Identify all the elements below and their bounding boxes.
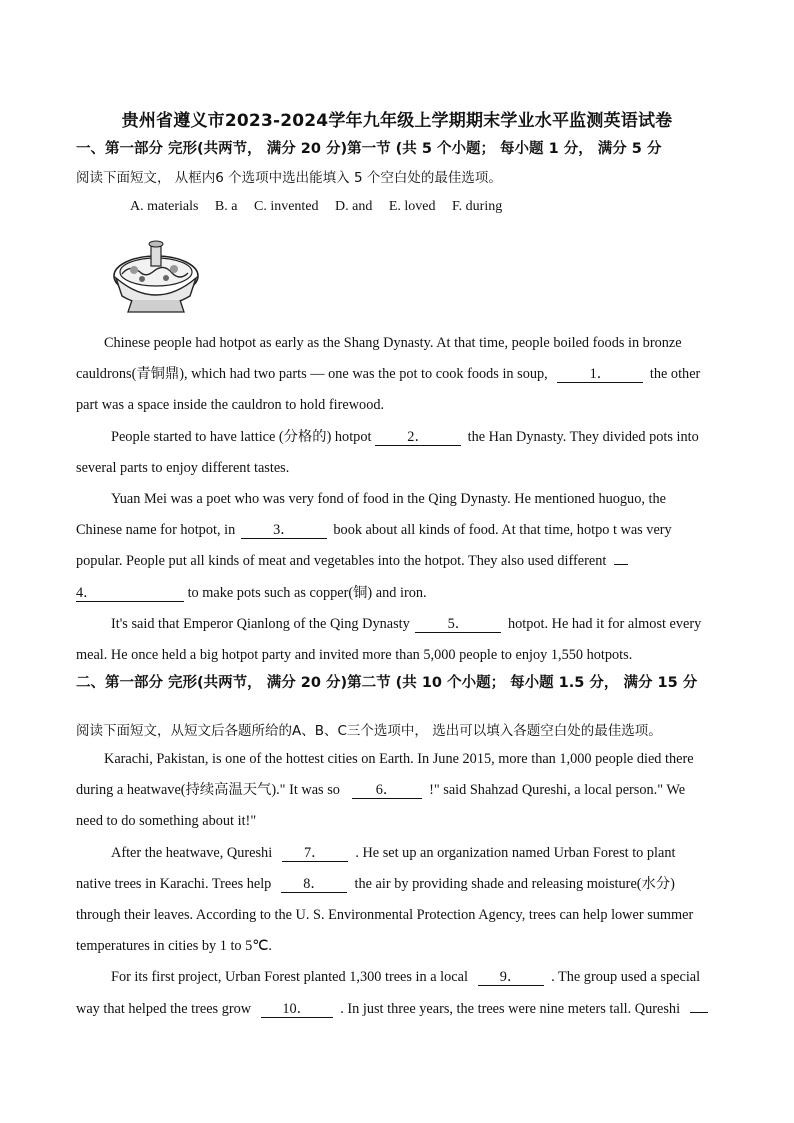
blank-4-start bbox=[614, 564, 628, 565]
passage2-line: way that helped the trees grow 10． . In just three years, the trees were nine meters tall. Qureshi bbox=[76, 1000, 721, 1018]
blank-10[interactable]: 10． bbox=[261, 1002, 333, 1018]
hotpot-illustration-icon bbox=[108, 236, 204, 318]
section2-instruction: 阅读下面短文，从短文后各题所给的A、B、C三个选项中， 选出可以填入各题空白处的最佳选项。 bbox=[76, 723, 662, 739]
blank-1[interactable]: 1． bbox=[557, 367, 643, 383]
passage1-line: several parts to enjoy different tastes. bbox=[76, 460, 290, 476]
passage1-line: Chinese people had hotpot as early as the Shang Dynasty. At that time, people boiled foods in bronze bbox=[104, 335, 682, 351]
passage2-line: After the heatwave, Qureshi 7． . He set up an organization named Urban Forest to plant bbox=[111, 845, 676, 861]
passage2-line: Karachi, Pakistan, is one of the hottest cities on Earth. In June 2015, more than 1,000 people died there bbox=[104, 751, 694, 767]
passage1-line: Chinese name for hotpot, in 3． book about all kinds of food. At that time, hotpo t was very bbox=[76, 522, 672, 538]
passage2-line: temperatures in cities by 1 to 5℃. bbox=[76, 938, 272, 954]
passage1-line: meal. He once held a big hotpot party and invited more than 5,000 people to enjoy 1,550 hotpots. bbox=[76, 647, 633, 663]
section1-instruction: 阅读下面短文， 从框内6 个选项中选出能填入 5 个空白处的最佳选项。 bbox=[76, 170, 502, 186]
blank-4[interactable]: 4． bbox=[76, 586, 184, 602]
option-a: A. materials bbox=[130, 199, 199, 214]
blank-continue bbox=[690, 1012, 708, 1013]
blank-5[interactable]: 5． bbox=[415, 617, 501, 633]
page-title: 贵州省遵义市2023-2024学年九年级上学期期末学业水平监测英语试卷 bbox=[121, 111, 673, 131]
passage2-line: need to do something about it!" bbox=[76, 813, 257, 829]
section1-heading: 一、第一部分 完形(共两节， 满分 20 分)第一节 (共 5 个小题； 每小题 1 分， 满分 5 分 bbox=[76, 141, 662, 157]
passage2-line: For its first project, Urban Forest planted 1,300 trees in a local 9． . The group used a special bbox=[111, 969, 701, 985]
passage1-line: cauldrons(青铜鼎), which had two parts — one was the pot to cook foods in soup, 1． the other bbox=[76, 366, 701, 382]
blank-7[interactable]: 7． bbox=[282, 846, 348, 862]
passage2-line: through their leaves. According to the U. S. Environmental Protection Agency, trees can help lower summer bbox=[76, 907, 694, 923]
blank-6[interactable]: 6． bbox=[352, 783, 422, 799]
options-box bbox=[130, 199, 515, 215]
option-c: C. invented bbox=[253, 199, 319, 214]
section2-heading: 二、第一部分 完形(共两节， 满分 20 分)第二节 (共 10 个小题； 每小题 1.5 分， 满分 15 分 bbox=[76, 675, 698, 691]
passage1-line: People started to have lattice (分格的) hotpot 2． the Han Dynasty. They divided pots into bbox=[111, 429, 699, 445]
passage1-line: Yuan Mei was a poet who was very fond of food in the Qing Dynasty. He mentioned huoguo, the bbox=[111, 491, 666, 507]
blank-2[interactable]: 2． bbox=[375, 430, 461, 446]
blank-9[interactable]: 9． bbox=[478, 970, 544, 986]
option-e: E. loved bbox=[388, 199, 436, 214]
option-b: B. a bbox=[214, 199, 238, 214]
option-f: F. during bbox=[452, 199, 503, 214]
passage2-line: during a heatwave(持续高温天气)." It was so 6． !" said Shahzad Qureshi, a local person." We bbox=[76, 782, 686, 798]
blank-3[interactable]: 3． bbox=[241, 523, 327, 539]
passage1-line: popular. People put all kinds of meat and vegetables into the hotpot. They also used different bbox=[76, 552, 721, 570]
passage1-line: It's said that Emperor Qianlong of the Qing Dynasty 5． hotpot. He had it for almost every bbox=[111, 616, 702, 632]
passage2-line: native trees in Karachi. Trees help 8． the air by providing shade and releasing moisture(水分) bbox=[76, 876, 675, 892]
blank-8[interactable]: 8． bbox=[281, 877, 347, 893]
passage1-line: part was a space inside the cauldron to hold firewood. bbox=[76, 397, 385, 413]
passage1-line: 4． to make pots such as copper(铜) and iron. bbox=[76, 585, 427, 601]
option-d: D. and bbox=[335, 199, 373, 214]
